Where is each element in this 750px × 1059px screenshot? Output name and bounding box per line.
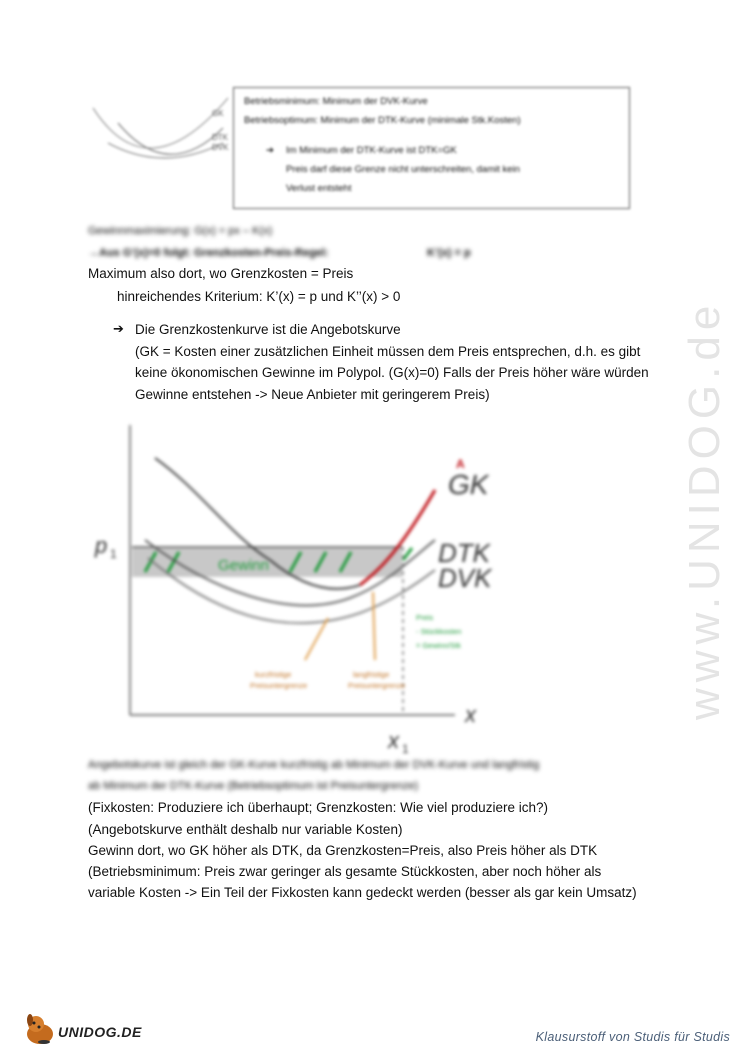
gk-label: GK [448, 469, 489, 500]
angebotskurve-blurred-line-1: Angebotskurve ist gleich der GK-Kurve kurzfristig ab Minimum der DVK-Kurve und langfristig [88, 759, 540, 771]
langfristig-label-2: Preisuntergrenze [348, 681, 406, 690]
fixkosten-line: (Fixkosten: Produziere ich überhaupt; Grenzkosten: Wie viel produziere ich?) [88, 800, 548, 815]
small-chart-gk-label: GK [212, 109, 224, 118]
x1-label: x [388, 728, 399, 753]
x1-subscript: 1 [402, 742, 409, 756]
arrow-icon: ➔ [266, 145, 274, 156]
unidog-logo: UNIDOG.DE [58, 1024, 142, 1040]
x-axis-label: x [465, 702, 476, 727]
explanation-line-2: keine ökonomischen Gewinne im Polypol. (G(x)=0) Falls der Preis höher wäre würden [135, 365, 649, 380]
small-chart-dtk-label: DTK [212, 133, 228, 142]
kriterium-line: hinreichendes Kriterium: K’(x) = p und K’’(x) > 0 [117, 289, 401, 304]
langfristig-label: langfristige [353, 670, 390, 679]
footer-tagline: Klausurstoff von Studis für Studis [535, 1030, 730, 1044]
watermark: www.UNIDOG.de [680, 299, 729, 721]
stueckkosten-label: - Stückkosten [416, 627, 462, 636]
gewinnmaximierung-line: Gewinnmaximierung: G(x) = px – K(x) [88, 225, 273, 237]
small-chart-dvk-label: DVK [212, 143, 229, 152]
box-line-4: Preis darf diese Grenze nicht unterschreiten, damit kein [286, 164, 520, 175]
box-line-2: Betriebsoptimum: Minimum der DTK-Kurve (minimale Stk.Kosten) [244, 115, 521, 126]
dog-logo-icon [22, 1012, 58, 1046]
cost-curves-chart [90, 420, 510, 760]
betriebsminimum-line-2: variable Kosten -> Ein Teil der Fixkosten kann gedeckt werden (besser als gar kein Umsatz) [88, 885, 637, 900]
angebotskurve-blurred-line-2: ab Minimum der DTK-Kurve (Betriebsoptimum ist Preisuntergrenze) [88, 780, 419, 792]
box-line-1: Betriebsminimum: Minimum der DVK-Kurve [244, 96, 428, 107]
kurzfristig-label: kurzfristige [255, 670, 292, 679]
kurzfristig-label-2: Preisuntergrenze [250, 681, 308, 690]
preis-regel-line: →Aus G’(x)=0 folgt: Grenzkosten-Preis-Regel: [88, 247, 329, 259]
definition-box [233, 87, 630, 209]
box-line-5: Verlust entsteht [286, 183, 352, 194]
explanation-line-3: Gewinne entstehen -> Neue Anbieter mit geringerem Preis) [135, 387, 490, 402]
box-line-3: Im Minimum der DTK-Kurve ist DTK=GK [286, 145, 457, 156]
dtk-label: DTK [438, 538, 490, 568]
variable-kosten-line: (Angebotskurve enthält deshalb nur variable Kosten) [88, 822, 403, 837]
gewinn-label: Gewinn [218, 557, 269, 574]
gewinn-stk-label: = Gewinn/Stk [416, 641, 461, 650]
explanation-line-1: (GK = Kosten einer zusätzlichen Einheit müssen dem Preis entsprechen, d.h. es gibt [135, 344, 641, 359]
angebotskurve-line: Die Grenzkostenkurve ist die Angebotskurve [135, 322, 401, 337]
dvk-label: DVK [438, 563, 492, 593]
p1-label: p [95, 533, 108, 558]
small-cost-chart [88, 88, 238, 213]
a-label: A [456, 457, 465, 471]
betriebsminimum-line-1: (Betriebsminimum: Preis zwar geringer als gesamte Stückkosten, aber noch höher als [88, 864, 602, 879]
preis-regel-formula: K’(x) = p [427, 247, 471, 259]
maximum-line: Maximum also dort, wo Grenzkosten = Preis [88, 266, 354, 281]
gewinn-line: Gewinn dort, wo GK höher als DTK, da Grenzkosten=Preis, also Preis höher als DTK [88, 843, 598, 858]
arrow-right-icon: ➔ [113, 321, 124, 336]
preis-label: Preis [416, 613, 434, 622]
p1-subscript: 1 [110, 547, 117, 561]
